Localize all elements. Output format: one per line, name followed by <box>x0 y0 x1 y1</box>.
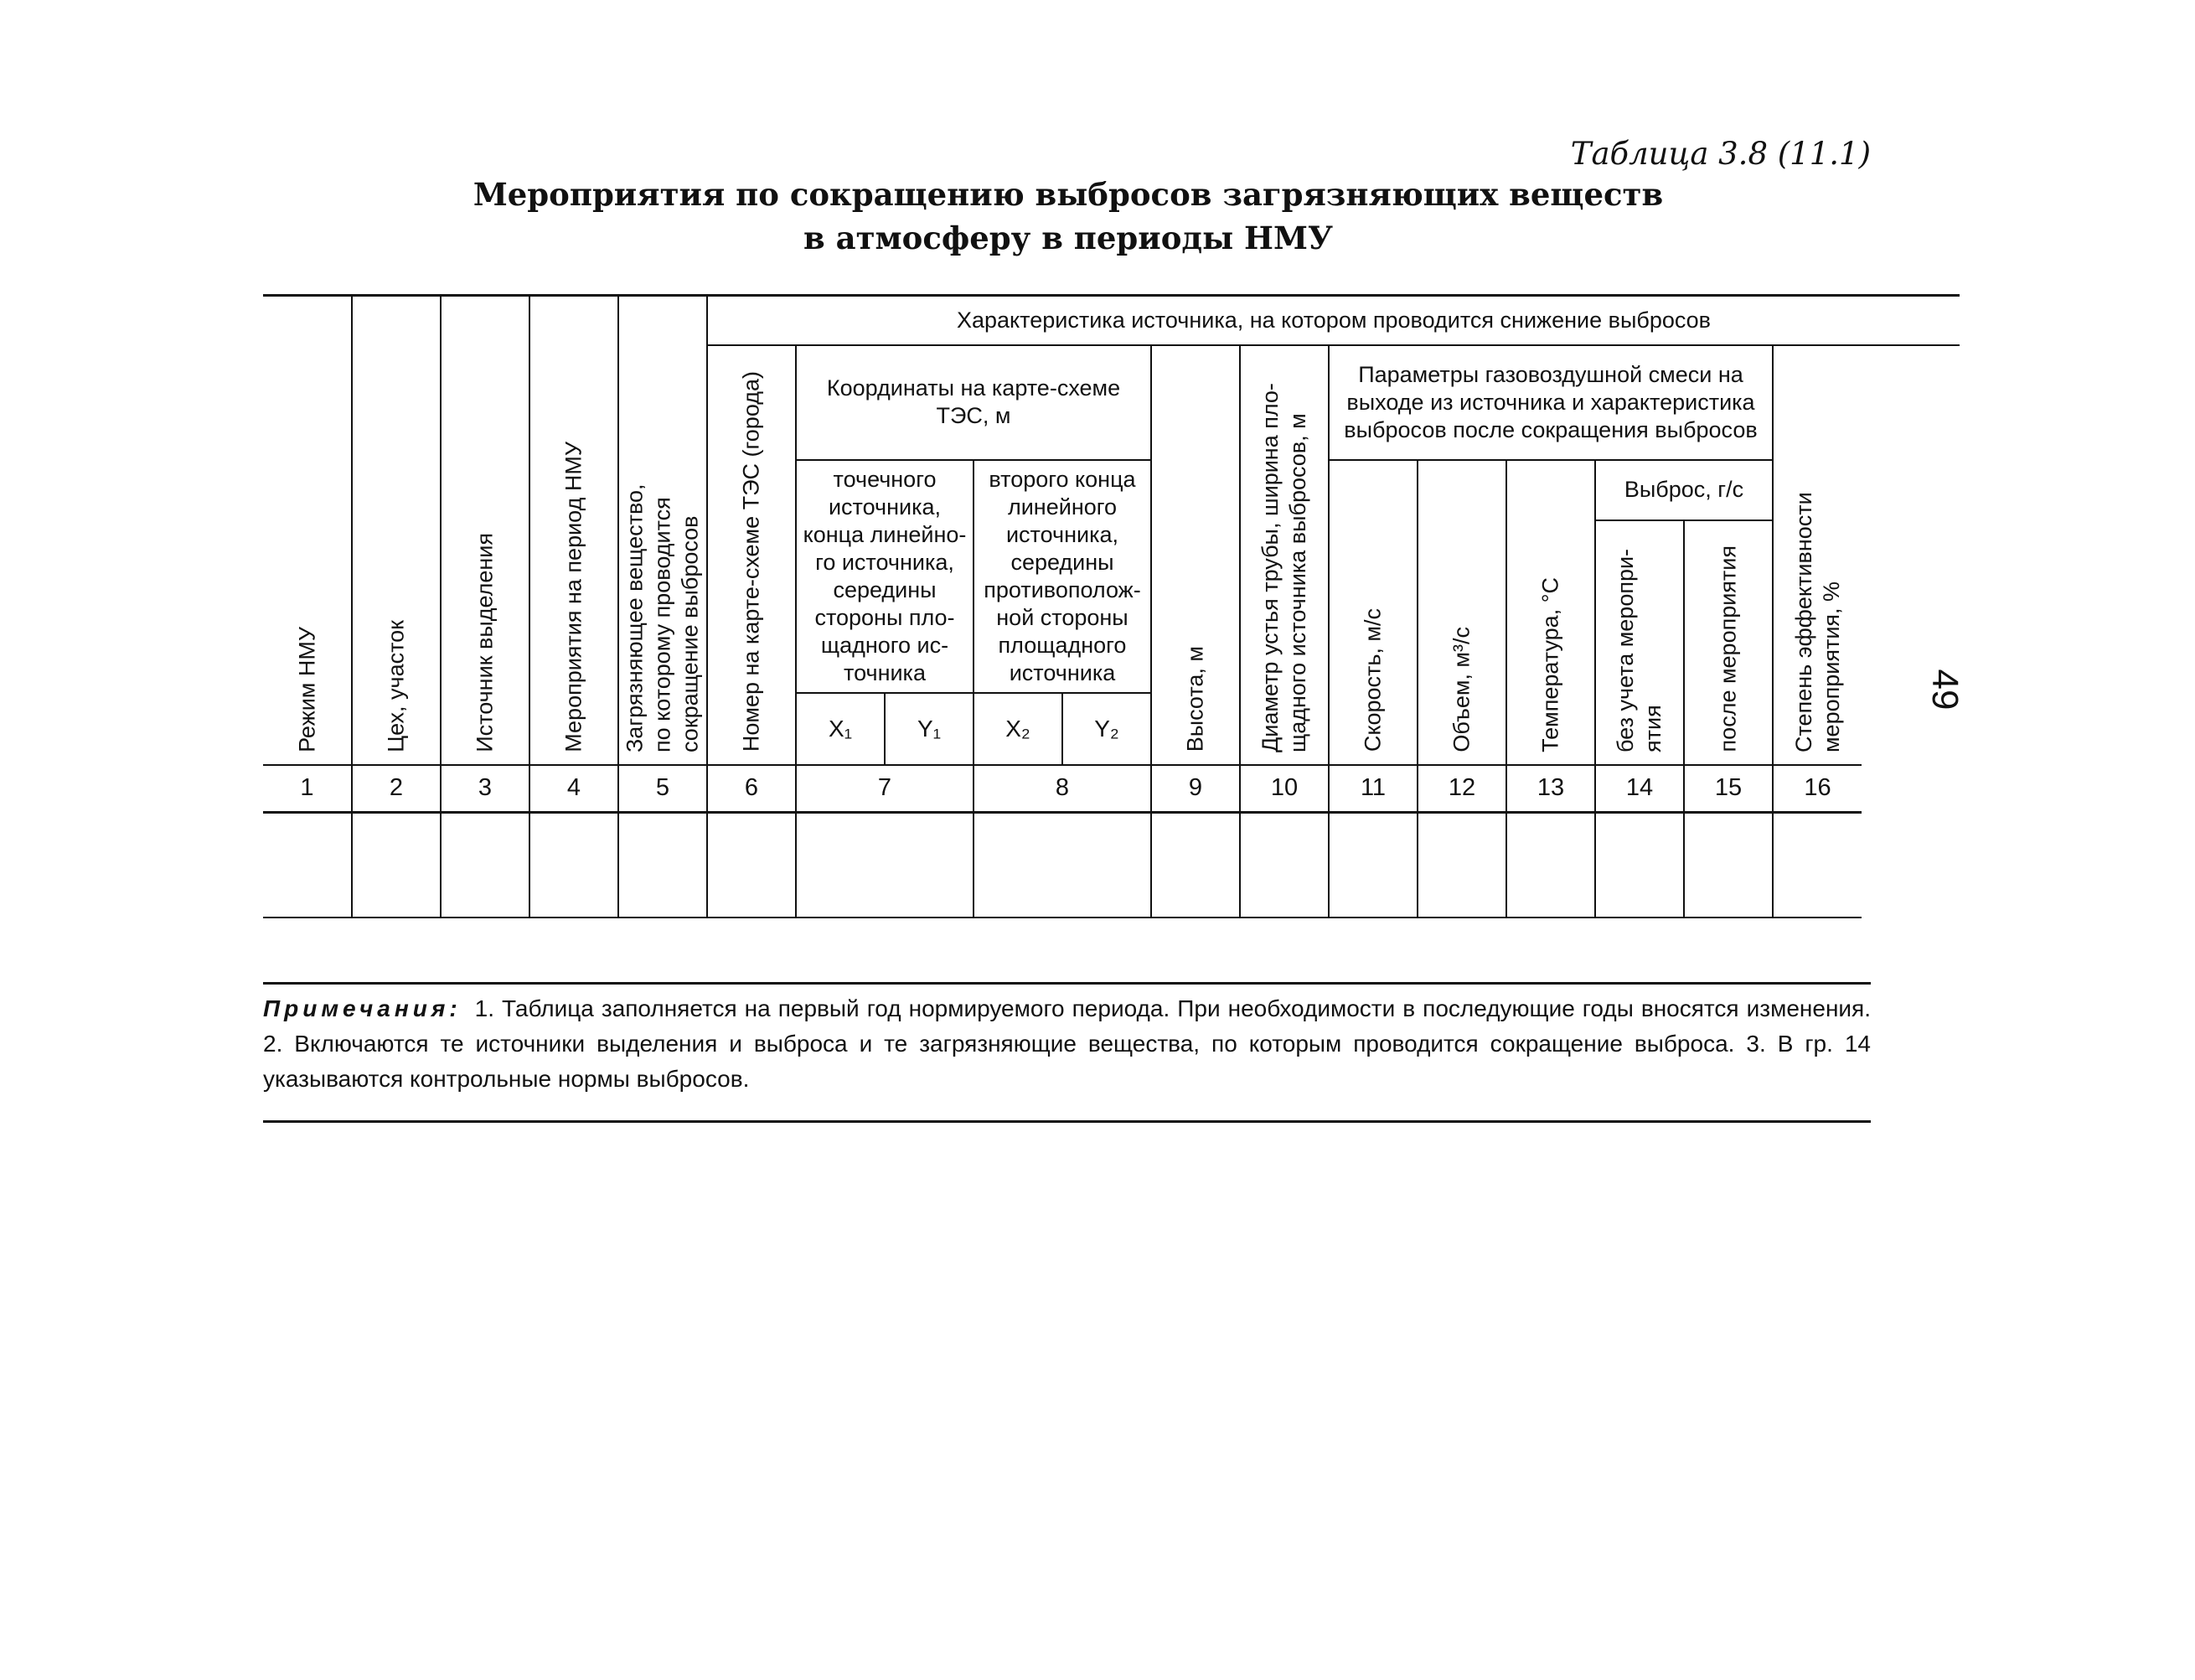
table-cell <box>1506 813 1595 918</box>
header-after-measures: после мероприятия <box>1684 520 1773 765</box>
header-y1: Y₁ <box>885 693 974 765</box>
header-temperature: Температура, °С <box>1506 460 1595 765</box>
column-number: 4 <box>529 765 618 813</box>
column-number: 16 <box>1773 765 1862 813</box>
table-cell <box>529 813 618 918</box>
column-number: 11 <box>1329 765 1418 813</box>
table-cell <box>1595 813 1684 918</box>
header-emission: Выброс, г/с <box>1595 460 1773 520</box>
header-speed: Скорость, м/с <box>1329 460 1418 765</box>
column-number: 6 <box>707 765 796 813</box>
column-number: 7 <box>796 765 974 813</box>
document-title <box>385 173 1751 260</box>
notes-bottom-rule <box>263 1120 1871 1123</box>
header-efficiency: Степень эффективности мероприятия, % <box>1773 345 1862 765</box>
table-row <box>263 813 1960 918</box>
header-gas-parameters: Параметры газовоздушной смеси на выходе из источника и характеристика выбросов после сокращения выбросов <box>1329 345 1773 460</box>
table-cell <box>618 813 707 918</box>
table-cell <box>1151 813 1240 918</box>
table-cell <box>1684 813 1773 918</box>
header-x1: X₁ <box>796 693 885 765</box>
table-cell <box>796 813 974 918</box>
header-x2: X₂ <box>974 693 1062 765</box>
column-number: 1 <box>263 765 352 813</box>
column-number: 10 <box>1240 765 1329 813</box>
header-diameter: Диаметр устья трубы, ширина пло-щадного источника выбросов, м <box>1240 345 1329 765</box>
title-line-2: в атмосферу в периоды НМУ <box>803 220 1333 256</box>
table-cell <box>974 813 1151 918</box>
column-number-row <box>263 765 1960 813</box>
header-regime: Режим НМУ <box>263 296 352 765</box>
notes <box>263 991 1871 1097</box>
header-point-source: точечного источника, конца линейно-го источника, середины стороны пло-щадного ис-точника <box>796 460 974 693</box>
measures-table <box>263 294 1960 918</box>
header-map-number: Номер на карте-схеме ТЭС (города) <box>707 345 796 765</box>
header-volume: Объем, м³/с <box>1418 460 1506 765</box>
table-cell <box>1240 813 1329 918</box>
column-number: 5 <box>618 765 707 813</box>
notes-text: 1. Таблица заполняется на первый год нормируемого периода. При необходимости в последующие годы вносятся изменения. 2. Включаются те источники выделения и выброса и те загрязняющие вещества, по которым проводится сокращение выброса. 3. В гр. 14 указываются контрольные нормы выбросов. <box>263 995 1871 1092</box>
table-cell <box>1329 813 1418 918</box>
table-cell <box>1418 813 1506 918</box>
header-y2: Y₂ <box>1062 693 1151 765</box>
notes-top-rule <box>263 982 1871 985</box>
column-number: 12 <box>1418 765 1506 813</box>
header-coordinates: Координаты на карте-схеме ТЭС, м <box>796 345 1151 460</box>
column-number: 13 <box>1506 765 1595 813</box>
page-number: 49 <box>1924 669 1965 711</box>
header-without-measures: без учета меропри-ятия <box>1595 520 1684 765</box>
header-pollutant: Загрязняющее вещество, по которому проводится сокращение выбросов <box>618 296 707 765</box>
title-line-1: Мероприятия по сокращению выбросов загрязняющих веществ <box>473 176 1664 213</box>
table-cell <box>352 813 441 918</box>
header-source: Источник выделения <box>441 296 529 765</box>
column-number: 2 <box>352 765 441 813</box>
table-number: Таблица 3.8 (11.1) <box>1570 136 1871 172</box>
header-source-characteristics: Характеристика источника, на котором проводится снижение выбросов <box>707 296 1960 345</box>
table-cell <box>707 813 796 918</box>
header-height: Высота, м <box>1151 345 1240 765</box>
table-cell <box>441 813 529 918</box>
column-number: 15 <box>1684 765 1773 813</box>
header-second-end: второго конца линейного источника, середины противополож-ной стороны площадного источника <box>974 460 1151 693</box>
notes-label: Примечания: <box>263 995 462 1021</box>
table-cell <box>1773 813 1862 918</box>
column-number: 8 <box>974 765 1151 813</box>
column-number: 14 <box>1595 765 1684 813</box>
header-measures: Мероприятия на период НМУ <box>529 296 618 765</box>
header-shop: Цех, участок <box>352 296 441 765</box>
column-number: 3 <box>441 765 529 813</box>
column-number: 9 <box>1151 765 1240 813</box>
table-cell <box>263 813 352 918</box>
